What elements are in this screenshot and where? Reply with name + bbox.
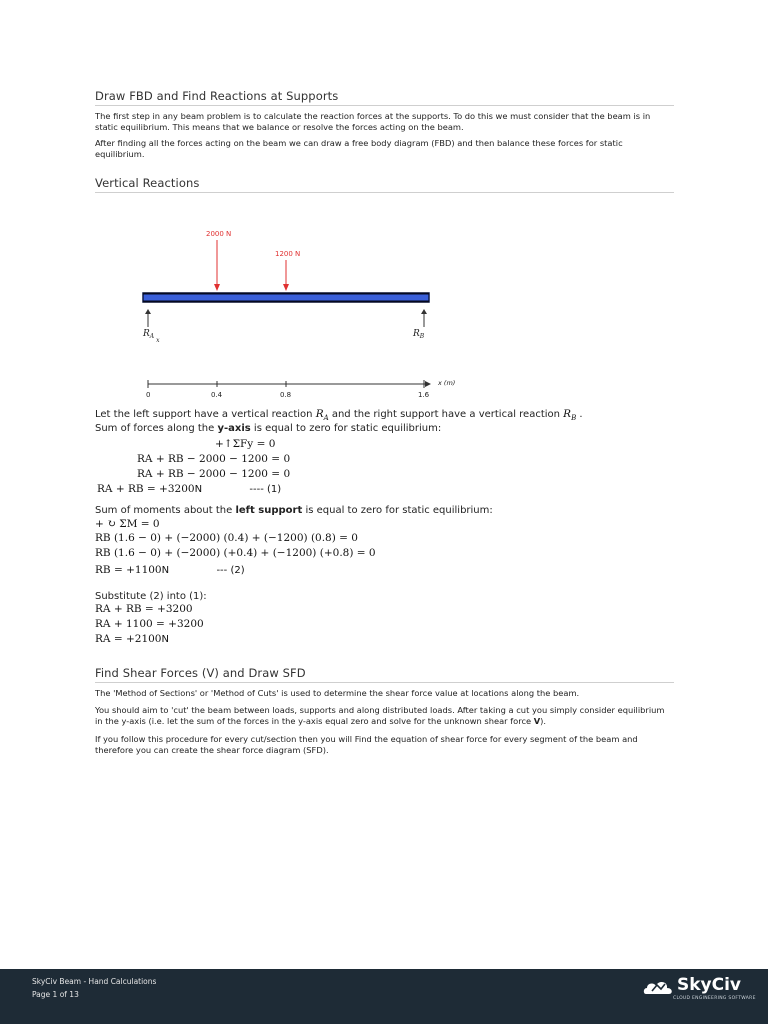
sum-forces-bold: y-axis <box>217 423 251 434</box>
section-heading-vertical-reactions: Vertical Reactions <box>95 176 674 193</box>
load-label-2000: 2000 N <box>206 230 232 238</box>
x-axis-label: x (m) <box>438 379 456 387</box>
paragraph-cut-bold: V <box>533 715 541 726</box>
x-tick-label-04: 0.4 <box>211 391 223 399</box>
ra-symbol: $R_A$ <box>315 408 329 423</box>
intro-text-b: and the right support have a vertical reaction <box>331 409 560 420</box>
skyciv-logo-icon <box>642 974 676 1000</box>
equation-moments-2: RB (1.6 − 0) + (−2000) (+0.4) + (−1200) (+0.8) = 0 <box>95 547 376 559</box>
sum-moments-bold: left support <box>235 505 303 516</box>
x-tick-label-0: 0 <box>146 391 151 399</box>
section-heading-fbd: Draw FBD and Find Reactions at Supports <box>95 89 674 106</box>
load-arrowhead-1200 <box>283 284 289 291</box>
sum-forces-line <box>95 423 441 434</box>
paragraph-cut-end: ). <box>540 715 547 726</box>
footer-bar <box>0 969 768 1024</box>
substitute-line: Substitute (2) into (1): <box>95 591 207 602</box>
reaction-label-b: $R_B$ <box>413 329 425 340</box>
equation-moments-1: RB (1.6 − 0) + (−2000) (0.4) + (−1200) (0.8) = 0 <box>95 532 358 544</box>
section-heading-shear: Find Shear Forces (V) and Draw SFD <box>95 666 674 683</box>
x-tick-label-16: 1.6 <box>418 391 430 399</box>
equation-subst-1: RA + RB = +3200 <box>95 603 193 615</box>
equation-forces-3 <box>97 483 281 495</box>
skyciv-tagline: CLOUD ENGINEERING SOFTWARE <box>673 996 756 1001</box>
paragraph-cut <box>95 705 674 726</box>
equation-sum-m: + ↻ ΣM = 0 <box>95 518 160 530</box>
rb-symbol: $R_B$ <box>563 408 577 423</box>
eq-m3-tag: --- (2) <box>216 565 245 576</box>
sum-moments-text-a: Sum of moments about the <box>95 505 233 516</box>
sum-forces-text-b: is equal to zero for static equilibrium: <box>253 423 442 434</box>
load-arrowhead-2000 <box>214 284 220 291</box>
intro-text-a: Let the left support have a vertical reaction <box>95 409 313 420</box>
paragraph-intro: The first step in any beam problem is to calculate the reaction forces at the supports. To do this we must consider that the beam is in static equilibrium. This means that we balance or resolve the forces acting on the beam. <box>95 111 651 132</box>
sum-moments-text-b: is equal to zero for static equilibrium: <box>305 505 493 516</box>
paragraph-cut-text: You should aim to 'cut' the beam between loads, supports and along distributed loads. After taking a cut you simply consider equilibrium in the y-axis (i.e. let the sum of the forces in the y-axis equal zero and solve for the unknown shear force <box>95 705 665 726</box>
skyciv-brand-text: SkyCiv <box>677 975 742 995</box>
reaction-arrowhead-b <box>421 309 427 314</box>
paragraph-method: The 'Method of Sections' or 'Method of Cuts' is used to determine the shear force value at locations along the beam. <box>95 688 580 698</box>
sum-moments-line <box>95 505 493 516</box>
equation-subst-2: RA + 1100 = +3200 <box>95 618 204 630</box>
equation-sum-fy: +↑ΣFy = 0 <box>215 438 276 450</box>
eq-f3-tag: ---- (1) <box>249 484 282 495</box>
eq-f3-unit: N <box>194 484 203 495</box>
eq-m3-unit: N <box>161 565 170 576</box>
intro-text-end: . <box>579 409 583 420</box>
eq-m3-lhs: RB = +1100 <box>95 564 162 576</box>
equation-forces-1: RA + RB − 2000 − 1200 = 0 <box>137 453 291 465</box>
reaction-label-a: $R_{Ax}$ <box>143 329 160 344</box>
footer-page: Page 1 of 13 <box>32 990 79 999</box>
sum-forces-text-a: Sum of forces along the <box>95 423 215 434</box>
eq-s3-lhs: RA = +2100 <box>95 633 162 645</box>
paragraph-procedure: If you follow this procedure for every cut/section then you will Find the equation of shear force for every segment of the beam and therefore you can create the shear force diagram (SFD). <box>95 734 638 755</box>
paragraph-fbd: After finding all the forces acting on the beam we can draw a free body diagram (FBD) and then balance these forces for static equilibrium. <box>95 138 623 159</box>
equation-subst-3 <box>95 633 169 645</box>
equation-forces-2: RA + RB − 2000 − 1200 = 0 <box>137 468 291 480</box>
eq-s3-unit: N <box>161 634 169 645</box>
beam-diagram <box>0 200 768 423</box>
load-label-1200: 1200 N <box>275 250 301 258</box>
footer-title: SkyCiv Beam - Hand Calculations <box>32 977 157 986</box>
intro-reactions-line <box>95 408 583 422</box>
reaction-arrowhead-a <box>145 309 151 314</box>
eq-f3-lhs: RA + RB = +3200 <box>97 483 195 495</box>
equation-moments-3 <box>95 564 245 576</box>
x-axis-arrowhead <box>425 381 431 387</box>
x-tick-label-08: 0.8 <box>280 391 292 399</box>
